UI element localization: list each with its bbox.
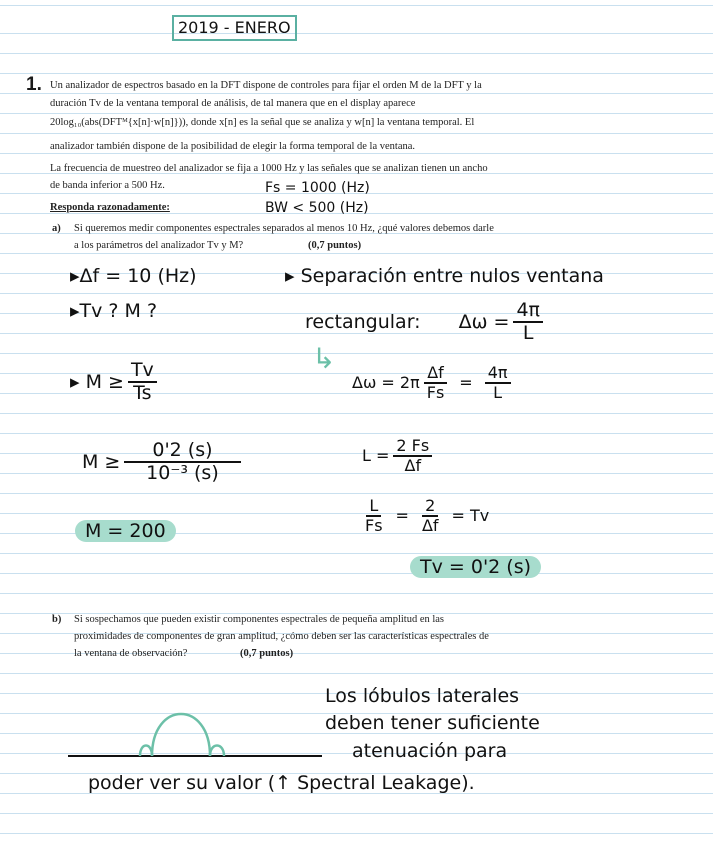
part-a-line: Si queremos medir componentes espectrales separados al menos 10 Hz, ¿qué valores debemos darle: [74, 223, 494, 234]
fraction-numerator: 2: [422, 497, 438, 517]
fraction-numerator: Tv: [128, 360, 157, 383]
hand-equals: =: [395, 506, 409, 526]
fraction-numerator: 4π: [485, 364, 511, 384]
tv-result-highlight: Tv = 0'2 (s): [410, 556, 541, 578]
hand-m-fraction: [128, 360, 157, 404]
hand-dw2-fraction: [424, 364, 448, 401]
hand-answer-line: atenuación para: [352, 740, 508, 762]
given-bw: BW < 500 (Hz): [265, 200, 369, 216]
page-title: 2019 - ENERO: [172, 15, 297, 41]
fraction-denominator: Δf: [404, 455, 422, 475]
hand-l-label: L =: [362, 446, 390, 466]
hand-l-equation: [362, 437, 436, 474]
fraction-numerator: L: [366, 497, 381, 517]
hand-rect-label: rectangular:: [305, 310, 421, 333]
hand-separation-line2: [305, 300, 547, 344]
fraction-denominator: L: [522, 321, 534, 344]
hand-m2-fraction: [124, 440, 240, 484]
hand-ratio-fraction-right: [419, 497, 442, 534]
question-formula-line: 20log₁₀(abs(DFTᴹ{x[n]·w[n]})), donde x[n] es la señal que se analiza y w[n] la ventana temporal. El: [50, 117, 475, 128]
hand-delta-f: ▸Δf = 10 (Hz): [70, 265, 197, 287]
fraction-numerator: 4π: [513, 300, 543, 323]
hand-m-label: ▸ M ≥: [70, 370, 124, 393]
question-line: analizador también dispone de la posibilidad de elegir la forma temporal de la ventana.: [50, 141, 416, 152]
fraction-denominator: Fs: [426, 382, 445, 402]
hand-answer-line: poder ver su valor (↑ Spectral Leakage).: [88, 772, 475, 794]
fraction-denominator: Fs: [365, 515, 383, 535]
fraction-denominator: L: [493, 382, 503, 402]
hand-answer-line: deben tener suficiente: [325, 712, 540, 734]
window-spectrum-sketch: [60, 680, 330, 760]
hand-ratio-equation: [358, 497, 489, 534]
part-b-points: (0,7 puntos): [240, 648, 294, 659]
hand-dw-equation: [352, 364, 515, 401]
question-line: La frecuencia de muestreo del analizador se fija a 1000 Hz y las señales que se analizan tienen un ancho: [50, 163, 488, 174]
question-line: duración Tv de la ventana temporal de análisis, de tal manera que en el display aparece: [50, 98, 416, 109]
fraction-denominator: Ts: [133, 381, 152, 404]
fraction-numerator: 2 Fs: [393, 437, 432, 457]
part-b-line: Si sospechamos que pueden existir componentes espectrales de pequeña amplitud en las: [74, 614, 445, 625]
part-b-label: b): [52, 614, 62, 625]
hand-m-inequality: [70, 360, 161, 404]
fraction-numerator: Δf: [424, 364, 447, 384]
hand-separation-line1: ▸ Separación entre nulos ventana: [285, 265, 604, 287]
instruction: Responda razonadamente:: [50, 202, 170, 213]
arrow-icon: ↳: [312, 342, 336, 375]
hand-answer-line: Los lóbulos laterales: [325, 685, 520, 707]
fraction-denominator: Δf: [421, 515, 439, 535]
m-result-highlight: M = 200: [75, 520, 176, 542]
question-line: Un analizador de espectros basado en la DFT dispone de controles para fijar el orden M de la DFT y la: [50, 80, 482, 91]
question-number: 1.: [26, 74, 42, 95]
part-a-line: a los parámetros del analizador Tv y M?: [74, 240, 244, 251]
hand-m-substitution: [82, 440, 245, 484]
sketch-side-lobe-right: [210, 746, 224, 757]
hand-dw2-fraction-right: [485, 364, 511, 401]
sketch-main-lobe: [152, 714, 210, 756]
part-a-points: (0,7 puntos): [308, 240, 362, 251]
part-a-label: a): [52, 223, 61, 234]
given-fs: Fs = 1000 (Hz): [265, 180, 370, 196]
hand-dw-label: Δω =: [458, 310, 510, 333]
hand-m2-label: M ≥: [82, 450, 121, 473]
part-b-line: proximidades de componentes de gran amplitud, ¿cómo deben ser las características espectrales de: [74, 631, 489, 642]
hand-l-fraction: [393, 437, 432, 474]
hand-ratio-fraction: [362, 497, 386, 534]
sketch-side-lobe-left: [140, 746, 152, 757]
hand-ratio-tail: = Tv: [451, 506, 490, 526]
fraction-denominator: 10⁻³ (s): [146, 461, 219, 484]
hand-dw-fraction: [513, 300, 543, 344]
question-line: de banda inferior a 500 Hz.: [50, 180, 165, 191]
part-b-line: la ventana de observación?: [74, 648, 188, 659]
hand-unknowns: ▸Tv ? M ?: [70, 300, 158, 322]
hand-dw2-label: Δω = 2π: [352, 373, 420, 393]
fraction-numerator: 0'2 (s): [124, 440, 240, 463]
hand-equals: =: [459, 373, 473, 393]
